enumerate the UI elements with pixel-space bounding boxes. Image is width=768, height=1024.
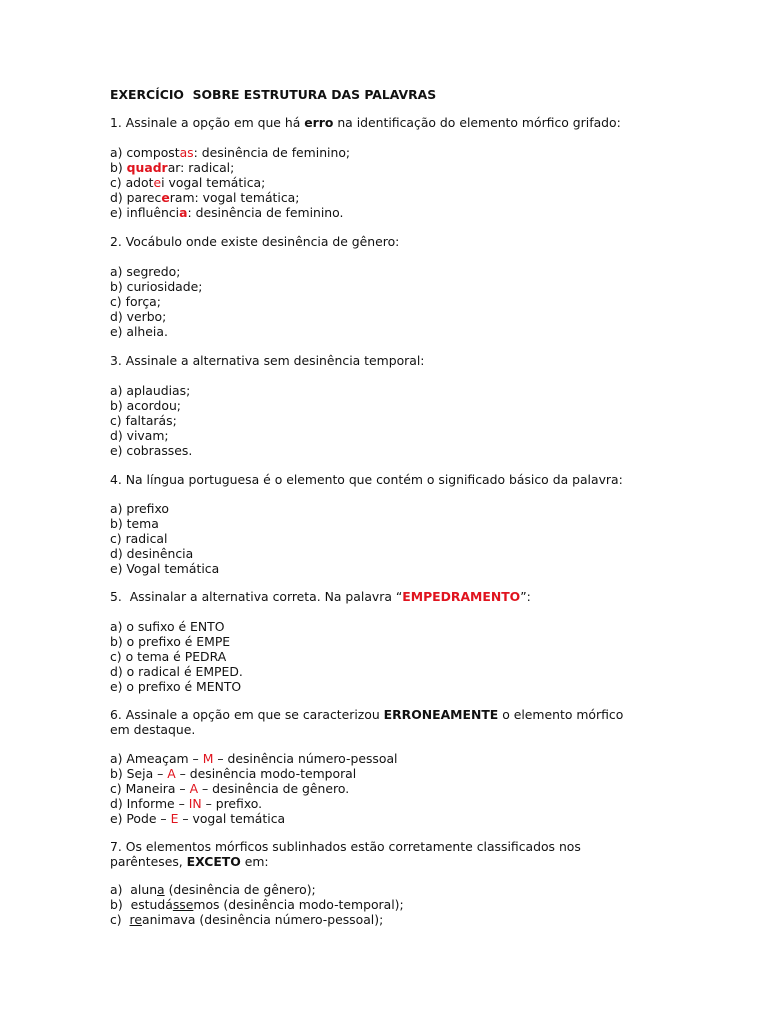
text-segment: e) cobrasses. bbox=[110, 443, 193, 458]
text-segment: c) radical bbox=[110, 531, 168, 546]
text-segment: b) estudá bbox=[110, 897, 173, 912]
question-3-stem bbox=[110, 353, 424, 368]
question-2-option bbox=[110, 264, 180, 279]
text-segment: : desinência de feminino. bbox=[187, 205, 344, 220]
highlighted-morpheme: EMPEDRAMENTO bbox=[402, 589, 521, 604]
question-6-option bbox=[110, 781, 349, 796]
text-segment: a) segredo; bbox=[110, 264, 181, 279]
text-segment: a) o sufixo é ENTO bbox=[110, 619, 225, 634]
text-segment: d) verbo; bbox=[110, 309, 167, 324]
highlighted-morpheme: a bbox=[179, 205, 188, 220]
question-5-option bbox=[110, 649, 226, 664]
question-1-option bbox=[110, 190, 299, 205]
question-2-option bbox=[110, 279, 202, 294]
text-segment: em: bbox=[240, 854, 269, 869]
text-segment: d) parec bbox=[110, 190, 162, 205]
text-segment: (desinência de gênero); bbox=[164, 882, 316, 897]
question-1-option bbox=[110, 160, 234, 175]
text-segment: e) Vogal temática bbox=[110, 561, 220, 576]
highlighted-morpheme: as bbox=[179, 145, 194, 160]
question-2-stem bbox=[110, 234, 399, 249]
text-segment: ram: vogal temática; bbox=[169, 190, 300, 205]
question-7-stem-continued bbox=[110, 854, 269, 869]
highlighted-morpheme: e bbox=[161, 190, 170, 205]
underlined-morpheme: a bbox=[157, 882, 165, 897]
question-7-stem bbox=[110, 839, 581, 854]
question-2-option bbox=[110, 294, 161, 309]
question-1-option bbox=[110, 175, 265, 190]
text-segment: i vogal temática; bbox=[161, 175, 266, 190]
text-segment: 1. Assinale a opção em que há bbox=[110, 115, 305, 130]
text-segment: c) Maneira – bbox=[110, 781, 190, 796]
text-segment: – desinência modo-temporal bbox=[175, 766, 357, 781]
text-segment: e) o prefixo é MENTO bbox=[110, 679, 242, 694]
text-segment: e) influênci bbox=[110, 205, 180, 220]
highlighted-morpheme: quadr bbox=[126, 160, 168, 175]
highlighted-morpheme: A bbox=[167, 766, 176, 781]
question-6-option bbox=[110, 751, 397, 766]
text-segment: b) curiosidade; bbox=[110, 279, 203, 294]
emphasis-text: ERRONEAMENTE bbox=[383, 707, 499, 722]
question-3-option bbox=[110, 398, 181, 413]
emphasis-text: erro bbox=[304, 115, 334, 130]
text-segment: b) bbox=[110, 160, 127, 175]
highlighted-morpheme: M bbox=[202, 751, 214, 766]
document-title: EXERCÍCIO SOBRE ESTRUTURA DAS PALAVRAS bbox=[110, 87, 437, 102]
text-segment: – prefixo. bbox=[201, 796, 263, 811]
text-segment: 7. Os elementos mórficos sublinhados estão corretamente classificados nos bbox=[110, 839, 581, 854]
highlighted-morpheme: IN bbox=[188, 796, 202, 811]
question-6-option bbox=[110, 811, 285, 826]
text-segment: 5. Assinalar a alternativa correta. Na palavra “ bbox=[110, 589, 403, 604]
emphasis-text: EXCETO bbox=[186, 854, 241, 869]
text-segment: c) adot bbox=[110, 175, 154, 190]
text-segment: – vogal temática bbox=[178, 811, 286, 826]
question-5-option bbox=[110, 634, 230, 649]
question-3-option bbox=[110, 413, 177, 428]
question-2-option bbox=[110, 324, 168, 339]
text-segment: d) desinência bbox=[110, 546, 194, 561]
text-segment: o elemento mórfico bbox=[498, 707, 624, 722]
question-7-option bbox=[110, 912, 383, 927]
question-1-option bbox=[110, 145, 350, 160]
text-segment: ”: bbox=[520, 589, 531, 604]
text-segment: – desinência número-pessoal bbox=[213, 751, 398, 766]
text-segment: na identificação do elemento mórfico grifado: bbox=[333, 115, 621, 130]
question-5-stem bbox=[110, 589, 531, 604]
text-segment: c) faltarás; bbox=[110, 413, 177, 428]
text-segment: 3. Assinale a alternativa sem desinência temporal: bbox=[110, 353, 425, 368]
text-segment: a) alun bbox=[110, 882, 158, 897]
text-segment: b) o prefixo é EMPE bbox=[110, 634, 231, 649]
text-segment: : desinência de feminino; bbox=[193, 145, 351, 160]
question-1-option bbox=[110, 205, 343, 220]
question-5-option bbox=[110, 679, 241, 694]
question-7-option bbox=[110, 897, 404, 912]
question-4-option bbox=[110, 516, 159, 531]
text-segment: a) aplaudias; bbox=[110, 383, 191, 398]
underlined-morpheme: re bbox=[129, 912, 142, 927]
question-7-option bbox=[110, 882, 316, 897]
text-segment: mos (desinência modo-temporal); bbox=[193, 897, 404, 912]
text-segment: d) o radical é EMPED. bbox=[110, 664, 243, 679]
text-segment: parênteses, bbox=[110, 854, 187, 869]
text-segment: b) acordou; bbox=[110, 398, 181, 413]
text-segment: e) alheia. bbox=[110, 324, 168, 339]
question-6-stem-continued bbox=[110, 722, 195, 737]
text-segment: c) bbox=[110, 912, 130, 927]
text-segment: 4. Na língua portuguesa é o elemento que contém o significado básico da palavra: bbox=[110, 472, 623, 487]
question-6-option bbox=[110, 766, 356, 781]
question-4-option bbox=[110, 546, 193, 561]
question-1-stem bbox=[110, 115, 621, 130]
text-segment: 2. Vocábulo onde existe desinência de gênero: bbox=[110, 234, 400, 249]
text-segment: animava (desinência número-pessoal); bbox=[141, 912, 384, 927]
question-2-option bbox=[110, 309, 166, 324]
text-segment: a) prefixo bbox=[110, 501, 170, 516]
highlighted-morpheme: A bbox=[189, 781, 199, 796]
text-segment: – desinência de gênero. bbox=[198, 781, 350, 796]
question-4-option bbox=[110, 561, 219, 576]
question-4-option bbox=[110, 501, 169, 516]
text-segment: b) tema bbox=[110, 516, 159, 531]
question-5-option bbox=[110, 664, 243, 679]
text-segment: d) Informe – bbox=[110, 796, 189, 811]
text-segment: em destaque. bbox=[110, 722, 196, 737]
highlighted-morpheme: e bbox=[153, 175, 162, 190]
highlighted-morpheme: E bbox=[170, 811, 179, 826]
text-segment: e) Pode – bbox=[110, 811, 171, 826]
question-3-option bbox=[110, 443, 192, 458]
question-6-option bbox=[110, 796, 262, 811]
text-segment: a) Ameaçam – bbox=[110, 751, 203, 766]
question-3-option bbox=[110, 383, 190, 398]
underlined-morpheme: sse bbox=[172, 897, 194, 912]
text-segment: a) compost bbox=[110, 145, 180, 160]
text-segment: d) vivam; bbox=[110, 428, 169, 443]
question-5-option bbox=[110, 619, 224, 634]
text-segment: b) Seja – bbox=[110, 766, 168, 781]
text-segment: c) força; bbox=[110, 294, 161, 309]
text-segment: 6. Assinale a opção em que se caracterizou bbox=[110, 707, 384, 722]
text-segment: ar: radical; bbox=[167, 160, 235, 175]
question-4-stem bbox=[110, 472, 623, 487]
text-segment: c) o tema é PEDRA bbox=[110, 649, 227, 664]
question-6-stem bbox=[110, 707, 623, 722]
question-4-option bbox=[110, 531, 167, 546]
question-3-option bbox=[110, 428, 169, 443]
